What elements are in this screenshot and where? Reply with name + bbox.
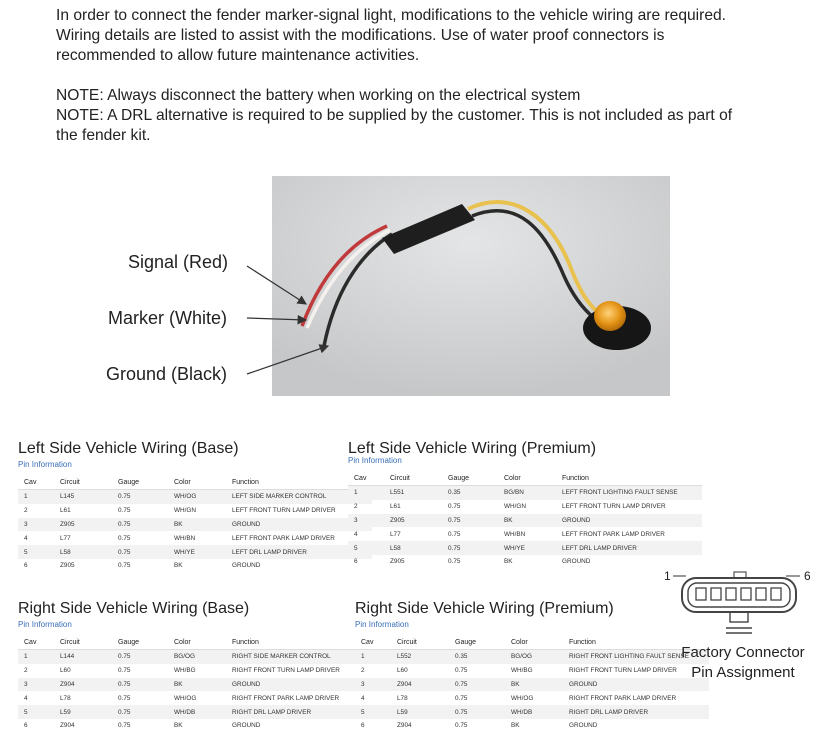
table-cell: 0.75 (455, 722, 468, 730)
table-cell: 4 (24, 534, 28, 542)
table-cell: L58 (384, 541, 442, 555)
table-row (18, 490, 372, 504)
connector-pins (696, 588, 781, 600)
table-cell: Z904 (54, 678, 112, 692)
table-cell: GROUND (563, 678, 709, 692)
column-header: Function (556, 471, 702, 486)
table-cell: BK (504, 558, 513, 566)
column-header: Circuit (384, 471, 442, 486)
table-header-row (348, 471, 702, 486)
table-cell: 0.35 (449, 650, 505, 664)
table-cell: 4 (354, 530, 358, 538)
column-header: Color (505, 635, 563, 650)
right-premium-table (355, 600, 709, 733)
table-cell: LEFT DRL LAMP DRIVER (556, 541, 702, 555)
table-cell: 1 (18, 490, 54, 504)
table-cell: RIGHT FRONT TURN LAMP DRIVER (232, 667, 340, 675)
table-title: Right Side Vehicle Wiring (Base) (18, 600, 250, 617)
intro-paragraph: In order to connect the fender marker-signal light, modifications to the vehicle wiring are required. Wiring details are listed to assist with the modifications. Use of water proof connectors is recommended to allow future maintenance activities. (56, 7, 727, 64)
table-cell: 0.75 (455, 694, 468, 702)
table-cell: Z905 (60, 562, 75, 570)
table-cell: 3 (18, 678, 54, 692)
table-row (18, 504, 372, 518)
connector-caption-line2: Pin Assignment (691, 664, 795, 681)
table-cell: RIGHT FRONT TURN LAMP DRIVER (569, 667, 677, 675)
ground-arrow (247, 346, 328, 374)
column-header: Function (563, 635, 709, 650)
table-cell: WH/DB (168, 705, 226, 719)
signal-arrow (247, 266, 306, 304)
table-row (355, 691, 709, 705)
note-drl: NOTE: A DRL alternative is required to be supplied by the customer. This is not included as part of the fender kit. (56, 107, 733, 144)
table-cell: 0.75 (112, 545, 168, 559)
table-cell: RIGHT FRONT PARK LAMP DRIVER (232, 694, 340, 702)
table-row (355, 719, 709, 733)
table-cell: L78 (60, 694, 71, 702)
table-cell: L551 (384, 486, 442, 500)
table-header-row (18, 635, 372, 650)
pin-1-label: 1 (664, 569, 671, 583)
table-row (18, 678, 372, 692)
table-cell: 4 (24, 694, 28, 702)
column-header: Circuit (391, 635, 449, 650)
table-cell: LEFT DRL LAMP DRIVER (226, 545, 372, 559)
table-cell: 6 (24, 722, 28, 730)
table-cell: 2 (361, 667, 365, 675)
table-cell: GROUND (562, 558, 591, 566)
table-title: Right Side Vehicle Wiring (Premium) (355, 600, 614, 617)
table-cell: 0.75 (118, 507, 131, 515)
table-cell: 2 (24, 507, 28, 515)
signal-wire-label: Signal (Red) (128, 252, 229, 272)
table-cell: RIGHT FRONT LIGHTING FAULT SENSE (563, 650, 709, 664)
column-header: Color (168, 475, 226, 490)
table-cell: RIGHT DRL LAMP DRIVER (563, 705, 709, 719)
table-cell: WH/OG (511, 694, 534, 702)
column-header: Gauge (112, 475, 168, 490)
table-cell: L552 (391, 650, 449, 664)
table-cell: GROUND (226, 518, 372, 532)
connector-caption (660, 643, 826, 683)
factory-connector-diagram (664, 566, 822, 638)
pin-information-link[interactable]: Pin Information (348, 456, 402, 465)
pin-table (348, 471, 702, 569)
table-cell: 0.75 (112, 518, 168, 532)
table-cell: 6 (361, 722, 365, 730)
table-cell: L58 (54, 545, 112, 559)
table-cell: L61 (60, 507, 71, 515)
table-header-row (18, 475, 372, 490)
table-cell: 0.75 (112, 490, 168, 504)
table-cell: Z904 (397, 722, 412, 730)
table-row (18, 531, 372, 545)
table-cell: BG/OG (168, 650, 226, 664)
pin-information-link[interactable]: Pin Information (355, 620, 409, 629)
table-cell: 0.75 (112, 705, 168, 719)
table-cell: 5 (348, 541, 384, 555)
table-cell: RIGHT DRL LAMP DRIVER (226, 705, 372, 719)
table-cell: WH/BG (174, 667, 196, 675)
table-cell: 0.75 (112, 678, 168, 692)
table-row (348, 555, 702, 569)
table-cell: Z905 (390, 558, 405, 566)
table-cell: 0.75 (118, 694, 131, 702)
column-header: Gauge (442, 471, 498, 486)
table-cell: WH/BN (174, 534, 196, 542)
table-cell: Z905 (54, 518, 112, 532)
table-row (18, 664, 372, 678)
table-cell: L60 (397, 667, 408, 675)
table-cell: WH/YE (168, 545, 226, 559)
marker-wire-label: Marker (White) (108, 308, 228, 328)
pin-information-link[interactable]: Pin Information (18, 620, 72, 629)
table-cell: 1 (18, 650, 54, 664)
table-cell: 0.75 (118, 534, 131, 542)
table-cell: 4 (361, 694, 365, 702)
table-row (355, 705, 709, 719)
table-row (348, 541, 702, 555)
note-battery: NOTE: Always disconnect the battery when working on the electrical system (56, 87, 581, 104)
table-row (348, 486, 702, 500)
table-cell: 0.35 (442, 486, 498, 500)
table-cell: GROUND (232, 562, 261, 570)
table-cell: BK (168, 518, 226, 532)
column-header: Gauge (112, 635, 168, 650)
table-cell: 0.75 (455, 667, 468, 675)
table-row (355, 664, 709, 678)
table-cell: L77 (60, 534, 71, 542)
column-header: Circuit (54, 475, 112, 490)
table-row (18, 691, 372, 705)
table-cell: 3 (348, 514, 384, 528)
table-cell: 0.75 (449, 705, 505, 719)
table-cell: RIGHT FRONT PARK LAMP DRIVER (569, 694, 677, 702)
right-base-table (18, 600, 372, 733)
column-header: Cav (18, 475, 54, 490)
table-cell: WH/GN (504, 503, 527, 511)
table-cell: L145 (54, 490, 112, 504)
table-cell: WH/OG (174, 694, 197, 702)
table-cell: BK (498, 514, 556, 528)
pin-table (18, 475, 372, 573)
table-cell: 5 (355, 705, 391, 719)
column-header: Cav (348, 471, 384, 486)
table-cell: 3 (18, 518, 54, 532)
table-cell: Z905 (384, 514, 442, 528)
table-row (348, 527, 702, 541)
table-cell: 0.75 (112, 650, 168, 664)
table-row (18, 650, 372, 664)
table-cell: RIGHT SIDE MARKER CONTROL (226, 650, 372, 664)
left-premium-table (348, 440, 702, 569)
table-cell: LEFT FRONT TURN LAMP DRIVER (562, 503, 666, 511)
table-cell: BK (511, 722, 520, 730)
table-cell: 5 (18, 705, 54, 719)
table-cell: LEFT FRONT PARK LAMP DRIVER (232, 534, 335, 542)
table-cell: L78 (397, 694, 408, 702)
table-cell: BG/OG (505, 650, 563, 664)
pin-table (18, 635, 372, 733)
column-header: Cav (355, 635, 391, 650)
table-row (18, 705, 372, 719)
table-cell: BK (174, 722, 183, 730)
table-cell: 0.75 (118, 562, 131, 570)
table-cell: 0.75 (448, 530, 461, 538)
table-cell: 3 (355, 678, 391, 692)
table-cell: 2 (354, 503, 358, 511)
table-cell: LEFT FRONT TURN LAMP DRIVER (232, 507, 336, 515)
table-cell: LEFT FRONT LIGHTING FAULT SENSE (556, 486, 702, 500)
table-cell: L61 (390, 503, 401, 511)
table-cell: 5 (18, 545, 54, 559)
table-cell: L60 (60, 667, 71, 675)
column-header: Cav (18, 635, 54, 650)
column-header: Circuit (54, 635, 112, 650)
column-header: Function (226, 635, 372, 650)
table-cell: BK (174, 562, 183, 570)
table-title: Left Side Vehicle Wiring (Premium) (348, 440, 597, 457)
table-cell: 6 (24, 562, 28, 570)
ground-wire-label: Ground (Black) (106, 364, 228, 384)
table-cell: GROUND (232, 722, 261, 730)
table-cell: GROUND (556, 514, 702, 528)
table-cell: WH/OG (168, 490, 226, 504)
table-cell: GROUND (226, 678, 372, 692)
table-cell: GROUND (569, 722, 598, 730)
connector-caption-line1: Factory Connector (681, 644, 805, 661)
table-row (355, 650, 709, 664)
pin-table (355, 635, 709, 733)
table-row (18, 719, 372, 733)
table-cell: WH/YE (498, 541, 556, 555)
left-base-table (18, 440, 372, 573)
table-cell: Z904 (391, 678, 449, 692)
table-cell: LEFT FRONT PARK LAMP DRIVER (562, 530, 665, 538)
table-row (348, 514, 702, 528)
table-cell: 6 (354, 558, 358, 566)
table-cell: 0.75 (442, 514, 498, 528)
table-cell: WH/GN (174, 507, 197, 515)
table-cell: BK (168, 678, 226, 692)
column-header: Color (168, 635, 226, 650)
table-cell: BK (505, 678, 563, 692)
table-cell: LEFT SIDE MARKER CONTROL (226, 490, 372, 504)
table-title: Left Side Vehicle Wiring (Base) (18, 440, 239, 457)
table-cell: Z904 (60, 722, 75, 730)
pin-information-link[interactable]: Pin Information (18, 460, 72, 469)
table-cell: 0.75 (448, 503, 461, 511)
table-cell: 0.75 (118, 667, 131, 675)
table-cell: 0.75 (442, 541, 498, 555)
column-header: Color (498, 471, 556, 486)
table-cell: 0.75 (118, 722, 131, 730)
table-cell: WH/DB (505, 705, 563, 719)
table-cell: L59 (391, 705, 449, 719)
column-header: Gauge (449, 635, 505, 650)
table-cell: BG/BN (498, 486, 556, 500)
table-cell: L144 (54, 650, 112, 664)
table-cell: WH/BG (511, 667, 533, 675)
table-row (348, 500, 702, 514)
table-cell: L59 (54, 705, 112, 719)
table-cell: 1 (355, 650, 391, 664)
table-cell: 0.75 (449, 678, 505, 692)
table-cell: WH/BN (504, 530, 526, 538)
table-row (18, 559, 372, 573)
pin-6-label: 6 (804, 569, 811, 583)
table-cell: 0.75 (448, 558, 461, 566)
table-row (18, 518, 372, 532)
marker-arrow (247, 318, 306, 320)
table-cell: 2 (24, 667, 28, 675)
table-header-row (355, 635, 709, 650)
column-header: Function (226, 475, 372, 490)
table-cell: 1 (348, 486, 384, 500)
table-row (355, 678, 709, 692)
table-cell: L77 (390, 530, 401, 538)
table-row (18, 545, 372, 559)
